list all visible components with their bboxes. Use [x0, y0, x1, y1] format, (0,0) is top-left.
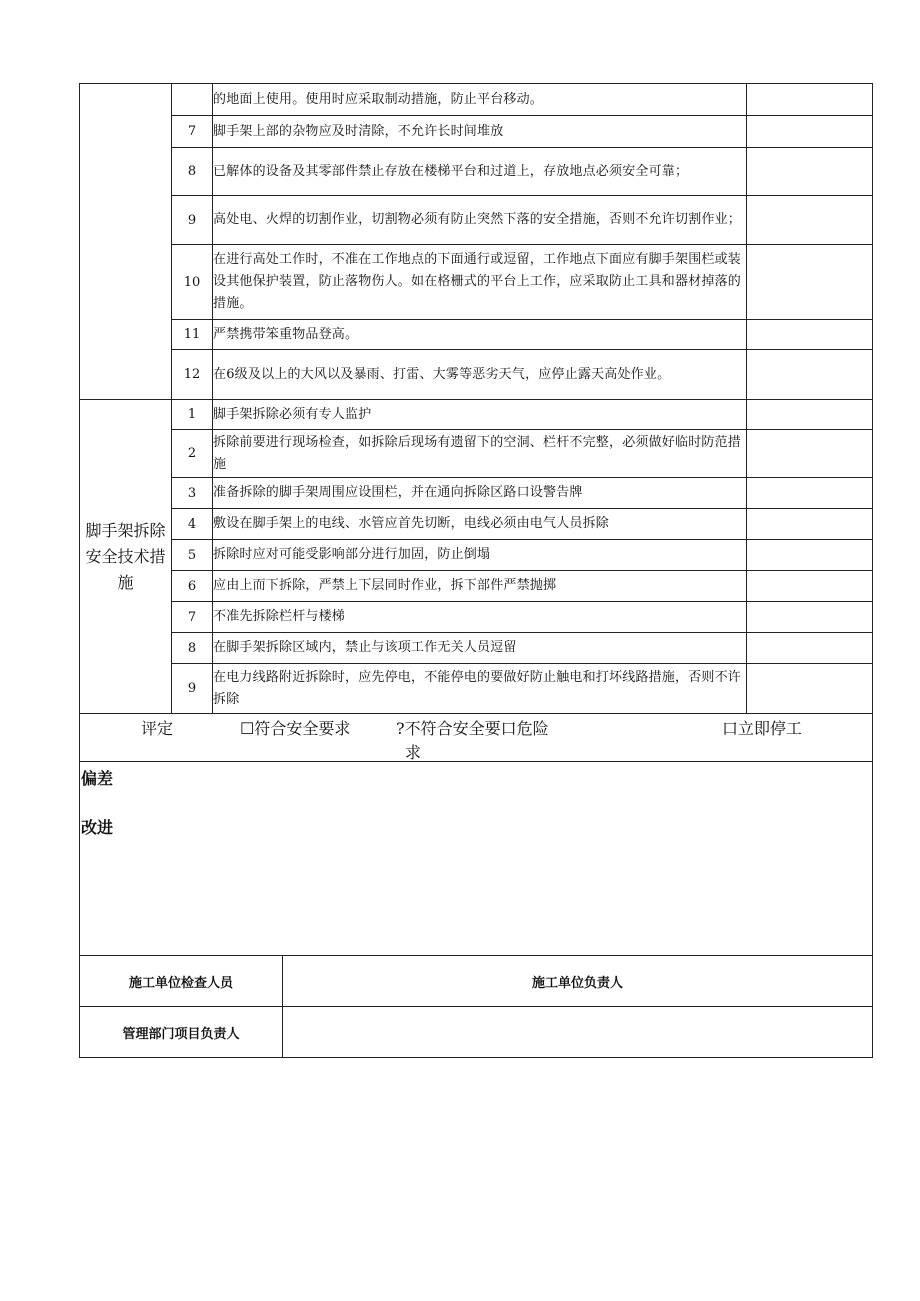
item-text: 拆除前要进行现场检查，如拆除后现场有遗留下的空洞、栏杆不完整，必须做好临时防范措施 — [213, 430, 747, 478]
item-text: 不准先拆除栏杆与楼梯 — [213, 602, 747, 633]
item-number: 7 — [172, 116, 213, 148]
item-number: 3 — [172, 478, 213, 509]
item-number: 12 — [172, 350, 213, 400]
item-text: 脚手架上部的杂物应及时清除，不允许长时间堆放 — [213, 116, 747, 148]
item-number: 4 — [172, 509, 213, 540]
check-cell[interactable] — [747, 116, 873, 148]
item-number: 5 — [172, 540, 213, 571]
item-text: 敷设在脚手架上的电线、水管应首先切断，电线必须由电气人员拆除 — [213, 509, 747, 540]
item-text: 已解体的设备及其零部件禁止存放在楼梯平台和过道上，存放地点必须安全可靠； — [213, 148, 747, 196]
item-number: 8 — [172, 148, 213, 196]
item-text: 应由上而下拆除，严禁上下层同时作业，拆下部件严禁抛掷 — [213, 571, 747, 602]
option-stop-work[interactable]: 口立即停工 — [722, 719, 803, 738]
table-row — [80, 430, 873, 478]
check-cell[interactable] — [747, 350, 873, 400]
check-cell[interactable] — [747, 540, 873, 571]
item-number: 9 — [172, 196, 213, 245]
item-text: 在进行高处工作时，不准在工作地点的下面通行或逗留，工作地点下面应有脚手架围栏或装设其他保护装置，防止落物伤人。如在格栅式的平台上工作，应采取防止工具和器材掉落的措施。 — [213, 245, 747, 320]
table-row — [80, 571, 873, 602]
table-row — [80, 478, 873, 509]
item-number: 1 — [172, 400, 213, 430]
table-row — [80, 602, 873, 633]
table-row — [80, 664, 873, 714]
item-text: 高处电、火焊的切割作业，切割物必须有防止突然下落的安全措施，否则不允许切割作业； — [213, 196, 747, 245]
check-cell[interactable] — [747, 84, 873, 116]
check-cell[interactable] — [747, 320, 873, 350]
leader-label: 施工单位负责人 — [283, 956, 873, 1007]
deviation-area[interactable] — [80, 762, 873, 956]
check-cell[interactable] — [747, 664, 873, 714]
section-title-dismantle: 脚手架拆除安全技术措施 — [80, 400, 172, 714]
manager-signature-field[interactable] — [283, 1007, 873, 1058]
check-cell[interactable] — [747, 478, 873, 509]
option-noncompliant-wrap: 求 — [405, 743, 422, 762]
item-text: 脚手架拆除必须有专人监护 — [213, 400, 747, 430]
check-cell[interactable] — [747, 571, 873, 602]
evaluation-label: 评定 — [141, 719, 174, 738]
item-number: 8 — [172, 633, 213, 664]
table-row — [80, 400, 873, 430]
item-number — [172, 84, 213, 116]
table-row — [80, 148, 873, 196]
item-text: 在电力线路附近拆除时，应先停电，不能停电的要做好防止触电和打坏线路措施，否则不许拆除 — [213, 664, 747, 714]
inspection-form — [79, 83, 872, 1058]
table-row — [80, 245, 873, 320]
measures-table — [79, 83, 873, 956]
inspector-label: 施工单位检查人员 — [80, 956, 283, 1007]
manager-label: 管理部门项目负责人 — [80, 1007, 283, 1058]
item-text: 拆除时应对可能受影响部分进行加固，防止倒塌 — [213, 540, 747, 571]
signature-table — [79, 955, 873, 1058]
item-number: 7 — [172, 602, 213, 633]
check-cell[interactable] — [747, 245, 873, 320]
improvement-label: 改进 — [81, 818, 114, 837]
item-number: 2 — [172, 430, 213, 478]
item-text: 在脚手架拆除区域内，禁止与该项工作无关人员逗留 — [213, 633, 747, 664]
table-row — [80, 633, 873, 664]
option-noncompliant-danger[interactable]: ?不符合安全要口危险 — [396, 719, 549, 738]
check-cell[interactable] — [747, 196, 873, 245]
table-row — [80, 509, 873, 540]
check-cell[interactable] — [747, 148, 873, 196]
item-number: 11 — [172, 320, 213, 350]
check-cell[interactable] — [747, 633, 873, 664]
check-cell[interactable] — [747, 400, 873, 430]
check-cell[interactable] — [747, 430, 873, 478]
deviation-row — [80, 762, 873, 956]
deviation-label: 偏差 — [81, 769, 114, 788]
table-row — [80, 196, 873, 245]
item-text: 严禁携带笨重物品登高。 — [213, 320, 747, 350]
check-cell[interactable] — [747, 509, 873, 540]
item-number: 6 — [172, 571, 213, 602]
item-text: 准备拆除的脚手架周围应设围栏，并在通向拆除区路口设警告牌 — [213, 478, 747, 509]
table-row — [80, 84, 873, 116]
evaluation-row — [80, 714, 873, 762]
table-row — [80, 350, 873, 400]
table-row — [80, 116, 873, 148]
section-title-continued — [80, 84, 172, 400]
option-compliant[interactable]: ☐符合安全要求 — [240, 719, 351, 738]
item-text: 的地面上使用。使用时应采取制动措施，防止平台移动。 — [213, 84, 747, 116]
item-text: 在6级及以上的大风以及暴雨、打雷、大雾等恶劣天气，应停止露天高处作业。 — [213, 350, 747, 400]
table-row — [80, 320, 873, 350]
table-row — [80, 540, 873, 571]
item-number: 9 — [172, 664, 213, 714]
check-cell[interactable] — [747, 602, 873, 633]
item-number: 10 — [172, 245, 213, 320]
